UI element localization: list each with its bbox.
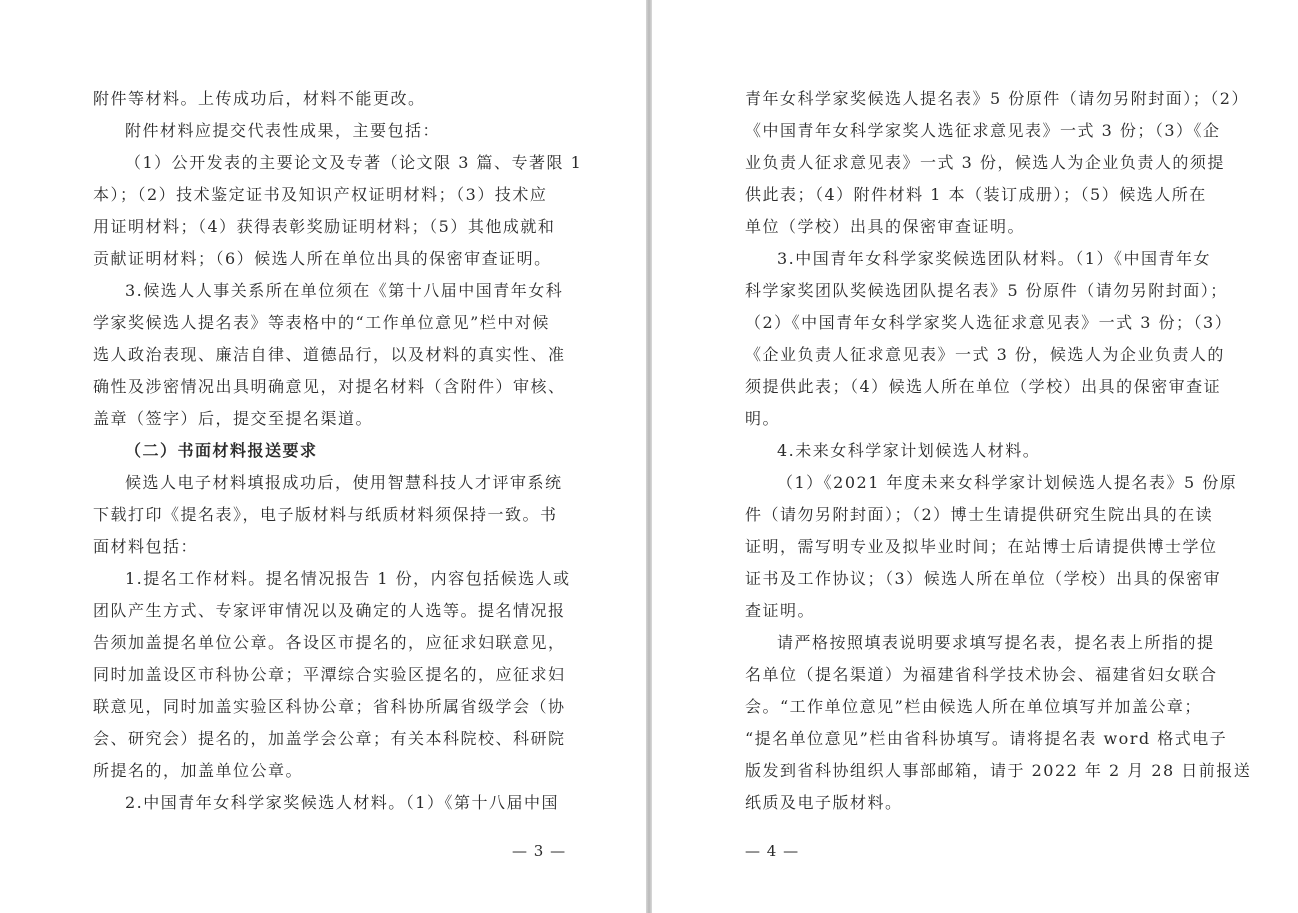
text-line: 贡献证明材料；（6）候选人所在单位出具的保密审查证明。 — [93, 249, 552, 268]
text-line: 供此表；（4）附件材料 1 本（装订成册）；（5）候选人所在 — [745, 185, 1207, 204]
text-line: 面材料包括： — [93, 537, 199, 556]
text-line: 所提名的，加盖单位公章。 — [93, 761, 304, 780]
text-line: 3.候选人人事关系所在单位须在《第十八届中国青年女科 — [125, 281, 564, 300]
text-line: 确性及涉密情况出具明确意见，对提名材料（含附件）审核、 — [93, 377, 566, 396]
text-line: 科学家奖团队奖候选团队提名表》5 份原件（请勿另附封面）； — [745, 281, 1228, 300]
text-line: 《中国青年女科学家奖人选征求意见表》一式 3 份；（3）《企 — [745, 121, 1221, 140]
text-line: “提名单位意见”栏由省科协填写。请将提名表 word 格式电子 — [745, 729, 1228, 748]
text-line: 联意见，同时加盖实验区科协公章；省科协所属省级学会（协 — [93, 697, 566, 716]
text-line: 用证明材料；（4）获得表彰奖励证明材料；（5）其他成就和 — [93, 217, 556, 236]
text-line: 告须加盖提名单位公章。各设区市提名的，应征求妇联意见， — [93, 633, 566, 652]
text-line: 会。“工作单位意见”栏由候选人所在单位填写并加盖公章； — [745, 697, 1202, 716]
page-number: — 3 — — [512, 842, 567, 860]
text-line: 业负责人征求意见表》一式 3 份，候选人为企业负责人的须提 — [745, 153, 1225, 172]
text-line: 版发到省科协组织人事部邮箱，请于 2022 年 2 月 28 日前报送 — [745, 761, 1252, 780]
text-line: 请严格按照填表说明要求填写提名表，提名表上所指的提 — [777, 633, 1215, 652]
text-line: 3.中国青年女科学家奖候选团队材料。（1）《中国青年女 — [777, 249, 1211, 268]
text-line: 盖章（签字）后，提交至提名渠道。 — [93, 409, 374, 428]
text-line: 1.提名工作材料。提名情况报告 1 份，内容包括候选人或 — [125, 569, 571, 588]
text-line: 件（请勿另附封面）；（2）博士生请提供研究生院出具的在读 — [745, 505, 1214, 524]
text-line: 证书及工作协议；（3）候选人所在单位（学校）出具的保密审 — [745, 569, 1222, 588]
text-line: 4.未来女科学家计划候选人材料。 — [777, 441, 1041, 460]
text-line: 附件等材料。上传成功后，材料不能更改。 — [93, 89, 426, 108]
text-line: 学家奖候选人提名表》等表格中的“工作单位意见”栏中对候 — [93, 313, 550, 332]
text-line: 纸质及电子版材料。 — [745, 793, 903, 812]
text-line: 2.中国青年女科学家奖候选人材料。（1）《第十八届中国 — [125, 793, 559, 812]
text-line: （2）《中国青年女科学家奖人选征求意见表》一式 3 份；（3） — [745, 313, 1233, 332]
text-line: 明。 — [745, 409, 781, 428]
text-line: 同时加盖设区市科协公章；平潭综合实验区提名的，应征求妇 — [93, 665, 566, 684]
text-line: （1）《2021 年度未来女科学家计划候选人提名表》5 份原 — [777, 473, 1238, 492]
page-3 — [0, 0, 646, 913]
text-line: 本）；（2）技术鉴定证书及知识产权证明材料；（3）技术应 — [93, 185, 548, 204]
text-line: 青年女科学家奖候选人提名表》5 份原件（请勿另附封面）；（2） — [745, 89, 1249, 108]
text-line: 候选人电子材料填报成功后，使用智慧科技人才评审系统 — [125, 473, 563, 492]
section-heading: （二）书面材料报送要求 — [125, 441, 318, 460]
text-line: 证明，需写明专业及拟毕业时间；在站博士后请提供博士学位 — [745, 537, 1218, 556]
text-line: 《企业负责人征求意见表》一式 3 份，候选人为企业负责人的 — [745, 345, 1225, 364]
text-line: 查证明。 — [745, 601, 816, 620]
text-line: 会、研究会）提名的，加盖学会公章；有关本科院校、科研院 — [93, 729, 566, 748]
text-line: （1）公开发表的主要论文及专著（论文限 3 篇、专著限 1 — [125, 153, 583, 172]
page-4 — [652, 0, 1298, 913]
text-line: 选人政治表现、廉洁自律、道德品行，以及材料的真实性、准 — [93, 345, 566, 364]
page-number: — 4 — — [745, 842, 800, 860]
text-line: 单位（学校）出具的保密审查证明。 — [745, 217, 1026, 236]
text-line: 须提供此表；（4）候选人所在单位（学校）出具的保密审查证 — [745, 377, 1222, 396]
text-line: 附件材料应提交代表性成果，主要包括： — [125, 121, 441, 140]
text-line: 名单位（提名渠道）为福建省科学技术协会、福建省妇女联合 — [745, 665, 1218, 684]
text-line: 团队产生方式、专家评审情况以及确定的人选等。提名情况报 — [93, 601, 566, 620]
text-line: 下载打印《提名表》，电子版材料与纸质材料须保持一致。书 — [93, 505, 558, 524]
